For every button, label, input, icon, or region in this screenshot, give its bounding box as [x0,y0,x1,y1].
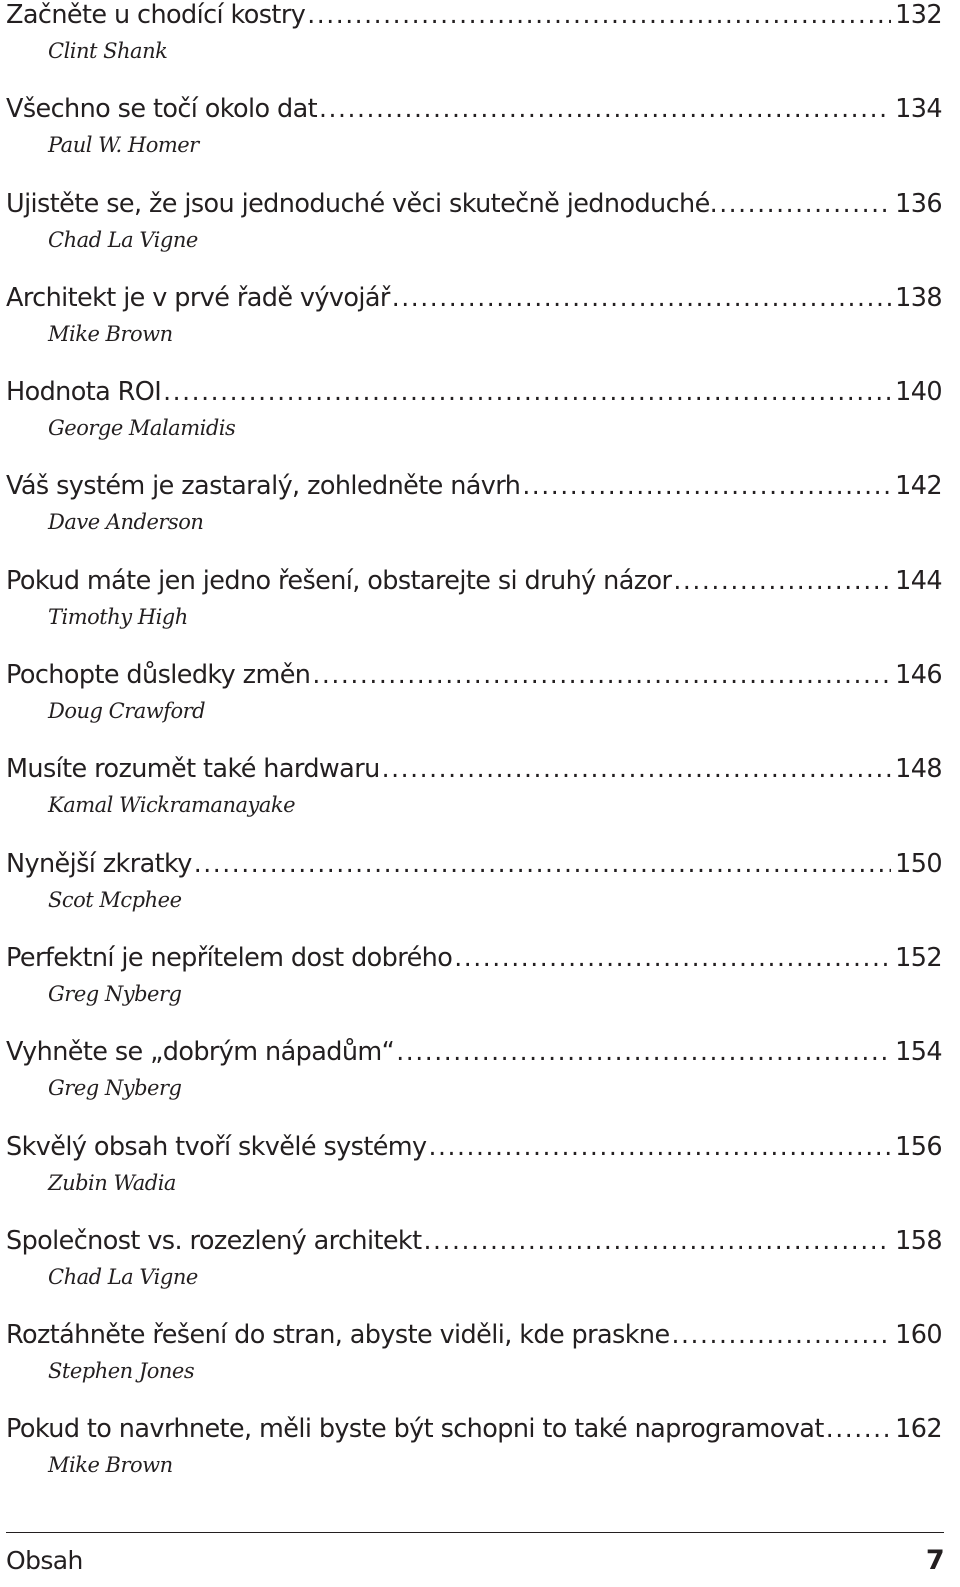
toc-author: Greg Nyberg [48,1076,182,1101]
dot-leader [392,283,891,313]
dot-leader [319,94,891,124]
toc-title: Pochopte důsledky změn [6,660,311,691]
toc-page-number: 162 [895,1414,942,1445]
toc-entry[interactable] [6,849,942,943]
toc-author: Paul W. Homer [48,133,199,158]
toc-title-line [6,849,942,879]
toc-author: Mike Brown [48,321,173,346]
toc-title-line [6,283,942,313]
toc-author: Chad La Vigne [48,227,198,252]
toc-title: Hodnota ROI [6,377,162,408]
toc-title-line [6,660,942,690]
toc-entry[interactable] [6,94,942,188]
footer-section-label: Obsah [6,1546,83,1575]
toc-title: Vyhněte se „dobrým nápadům“ [6,1037,395,1068]
dot-leader [194,849,891,879]
toc-title-line [6,1132,942,1162]
toc-page-number: 150 [895,848,942,879]
toc-page-number: 144 [895,565,942,596]
toc-title-line [6,94,942,124]
toc-entry[interactable] [6,283,942,377]
toc-entry[interactable] [6,1320,942,1414]
toc-title-line [6,1414,942,1444]
toc-title: Architekt je v prvé řadě vývojář [6,282,390,313]
toc-entry[interactable] [6,943,942,1037]
toc-entry[interactable] [6,660,942,754]
toc-author: Scot Mcphee [48,887,182,912]
toc-title-line [6,0,942,30]
toc-title-line [6,1320,942,1350]
footer-divider [6,1532,944,1533]
dot-leader [307,0,891,30]
toc-page-number: 160 [895,1320,942,1351]
toc-title-line [6,1226,942,1256]
toc-title-line [6,943,942,973]
toc-title: Roztáhněte řešení do stran, abyste viděli, kde praskne [6,1320,670,1351]
toc-page-number: 138 [895,282,942,313]
toc-page-number: 154 [895,1037,942,1068]
toc-author: George Malamidis [48,416,236,441]
toc-entry[interactable] [6,1414,942,1508]
toc-author: Zubin Wadia [48,1170,176,1195]
toc-page-number: 132 [895,0,942,30]
dot-leader [673,566,891,596]
toc-title: Všechno se točí okolo dat [6,94,318,125]
toc-title: Váš systém je zastaralý, zohledněte návrh [6,471,521,502]
toc-entry[interactable] [6,754,942,848]
toc-title-line [6,471,942,501]
dot-leader [163,377,891,407]
toc-author: Stephen Jones [48,1359,195,1384]
toc-author: Chad La Vigne [48,1264,198,1289]
toc-author: Kamal Wickramanayake [48,793,296,818]
toc-entry[interactable] [6,1037,942,1131]
dot-leader [826,1414,891,1444]
dot-leader [429,1132,892,1162]
toc-author: Doug Crawford [48,699,206,724]
toc-page-number: 142 [895,471,942,502]
toc-title-line [6,754,942,784]
toc-title: Ujistěte se, že jsou jednoduché věci skutečně jednoduché. [6,188,718,219]
toc-title: Musíte rozumět také hardwaru [6,754,380,785]
toc-entry[interactable] [6,471,942,565]
dot-leader [719,189,891,219]
dot-leader [396,1037,891,1067]
toc-page-number: 146 [895,660,942,691]
dot-leader [522,471,891,501]
toc-title: Začněte u chodící kostry [6,0,306,30]
toc-author: Greg Nyberg [48,981,182,1006]
toc-title: Nynější zkratky [6,848,192,879]
toc-author: Mike Brown [48,1453,173,1478]
dot-leader [424,1226,892,1256]
toc-title: Pokud to navrhnete, měli byste být schopni to také naprogramovat [6,1414,824,1445]
dot-leader [672,1320,892,1350]
toc-title: Skvělý obsah tvoří skvělé systémy [6,1131,427,1162]
toc-author: Timothy High [48,604,188,629]
dot-leader [312,660,891,690]
toc-title: Perfektní je nepřítelem dost dobrého [6,942,453,973]
toc-title-line [6,189,942,219]
toc-entry[interactable] [6,566,942,660]
toc-page-number: 158 [895,1225,942,1256]
dot-leader [454,943,891,973]
page-footer [6,1543,944,1583]
toc-title: Pokud máte jen jedno řešení, obstarejte si druhý názor [6,565,672,596]
toc-page-number: 136 [895,188,942,219]
toc-author: Clint Shank [48,39,168,63]
toc-entry[interactable] [6,0,942,94]
footer-page-number: 7 [925,1545,944,1576]
toc-page-number: 134 [895,94,942,125]
toc-entry[interactable] [6,1226,942,1320]
table-of-contents [6,0,942,1509]
toc-page-number: 152 [895,942,942,973]
toc-title-line [6,377,942,407]
dot-leader [382,754,891,784]
toc-author: Dave Anderson [48,510,204,535]
toc-entry[interactable] [6,189,942,283]
toc-page-number: 140 [895,377,942,408]
toc-title-line [6,1037,942,1067]
toc-title: Společnost vs. rozezlený architekt [6,1225,422,1256]
toc-title-line [6,566,942,596]
toc-entry[interactable] [6,377,942,471]
toc-page-number: 148 [895,754,942,785]
toc-entry[interactable] [6,1132,942,1226]
toc-page-number: 156 [895,1131,942,1162]
